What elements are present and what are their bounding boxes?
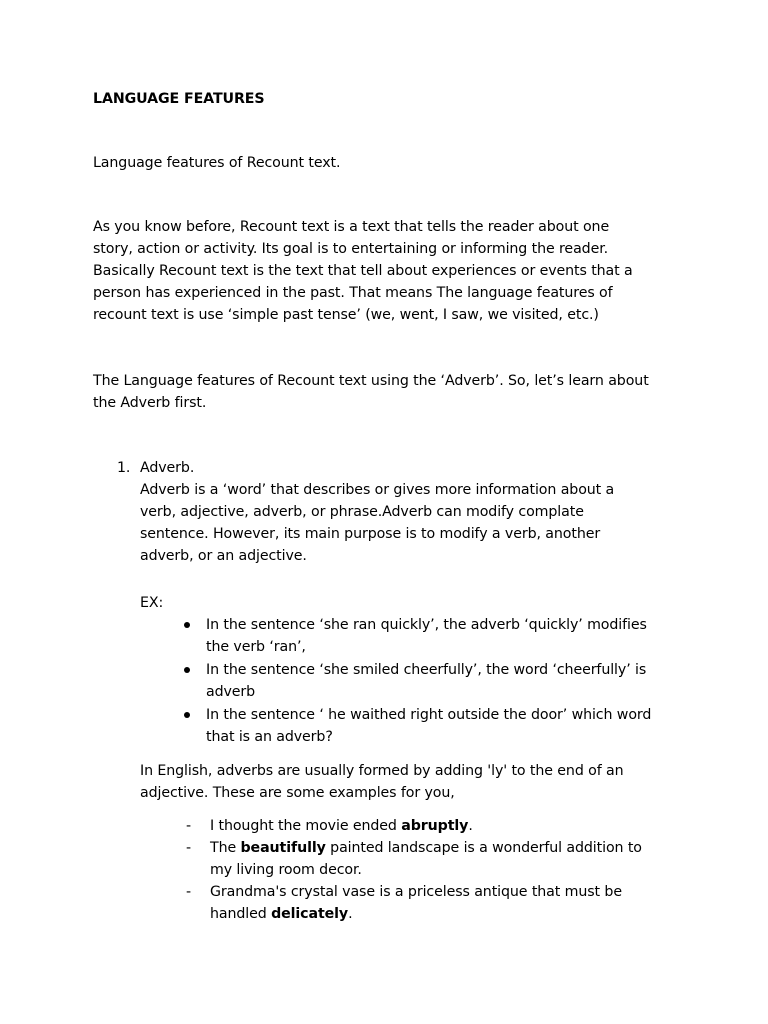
- example-sentence: I thought the movie ended abruptly.: [210, 818, 473, 834]
- example-item: [206, 704, 686, 748]
- example-sentence-continued: my living room decor.: [210, 862, 362, 878]
- intro-line: person has experienced in the past. That means The language features of: [93, 285, 613, 301]
- example-line: that is an adverb?: [206, 729, 333, 745]
- definition-line: adverb, or an adjective.: [140, 548, 307, 564]
- adverb-intro-line: the Adverb first.: [93, 395, 207, 411]
- adverb-definition: [140, 479, 700, 567]
- bullet-icon: [184, 667, 190, 673]
- definition-line: Adverb is a ‘word’ that describes or gives more information about a: [140, 482, 615, 498]
- list-number: 1.: [117, 460, 131, 476]
- intro-line: As you know before, Recount text is a text that tells the reader about one: [93, 219, 610, 235]
- list-item-title: Adverb.: [140, 460, 195, 476]
- example-line: the verb ‘ran’,: [206, 639, 306, 655]
- example-line: In the sentence ‘ he waithed right outside the door’ which word: [206, 707, 652, 723]
- example-line: In the sentence ‘she ran quickly’, the adverb ‘quickly’ modifies: [206, 617, 647, 633]
- formation-line: In English, adverbs are usually formed by adding 'ly' to the end of an: [140, 763, 624, 779]
- intro-line: Basically Recount text is the text that tell about experiences or events that a: [93, 263, 633, 279]
- formation-paragraph: [140, 760, 700, 804]
- intro-line: recount text is use ‘simple past tense’ (we, went, I saw, we visited, etc.): [93, 307, 599, 323]
- adverb-intro-paragraph: [93, 370, 693, 414]
- bold-adverb: delicately: [271, 906, 349, 922]
- example-line: In the sentence ‘she smiled cheerfully’, the word ‘cheerfully’ is: [206, 662, 647, 678]
- example-item: [206, 659, 686, 703]
- dash-marker: -: [186, 818, 192, 834]
- intro-paragraph: [93, 216, 693, 326]
- definition-line: verb, adjective, adverb, or phrase.Adverb can modify complate: [140, 504, 584, 520]
- adverb-intro-line: The Language features of Recount text using the ‘Adverb’. So, let’s learn about: [93, 373, 649, 389]
- example-sentence-continued: handled delicately.: [210, 906, 353, 922]
- example-item: [206, 614, 686, 658]
- bold-adverb: abruptly: [401, 818, 469, 834]
- dash-marker: -: [186, 840, 192, 856]
- definition-line: sentence. However, its main purpose is to modify a verb, another: [140, 526, 601, 542]
- example-sentence: The beautifully painted landscape is a wonderful addition to: [210, 840, 642, 856]
- intro-line: story, action or activity. Its goal is to entertaining or informing the reader.: [93, 241, 609, 257]
- document-heading: LANGUAGE FEATURES: [93, 91, 265, 107]
- example-line: adverb: [206, 684, 256, 700]
- bullet-icon: [184, 712, 190, 718]
- bold-adverb: beautifully: [240, 840, 326, 856]
- formation-line: adjective. These are some examples for you,: [140, 785, 455, 801]
- bullet-icon: [184, 622, 190, 628]
- ex-label: EX:: [140, 595, 164, 611]
- example-sentence: Grandma's crystal vase is a priceless antique that must be: [210, 884, 622, 900]
- document-subtitle: Language features of Recount text.: [93, 155, 341, 171]
- dash-marker: -: [186, 884, 192, 900]
